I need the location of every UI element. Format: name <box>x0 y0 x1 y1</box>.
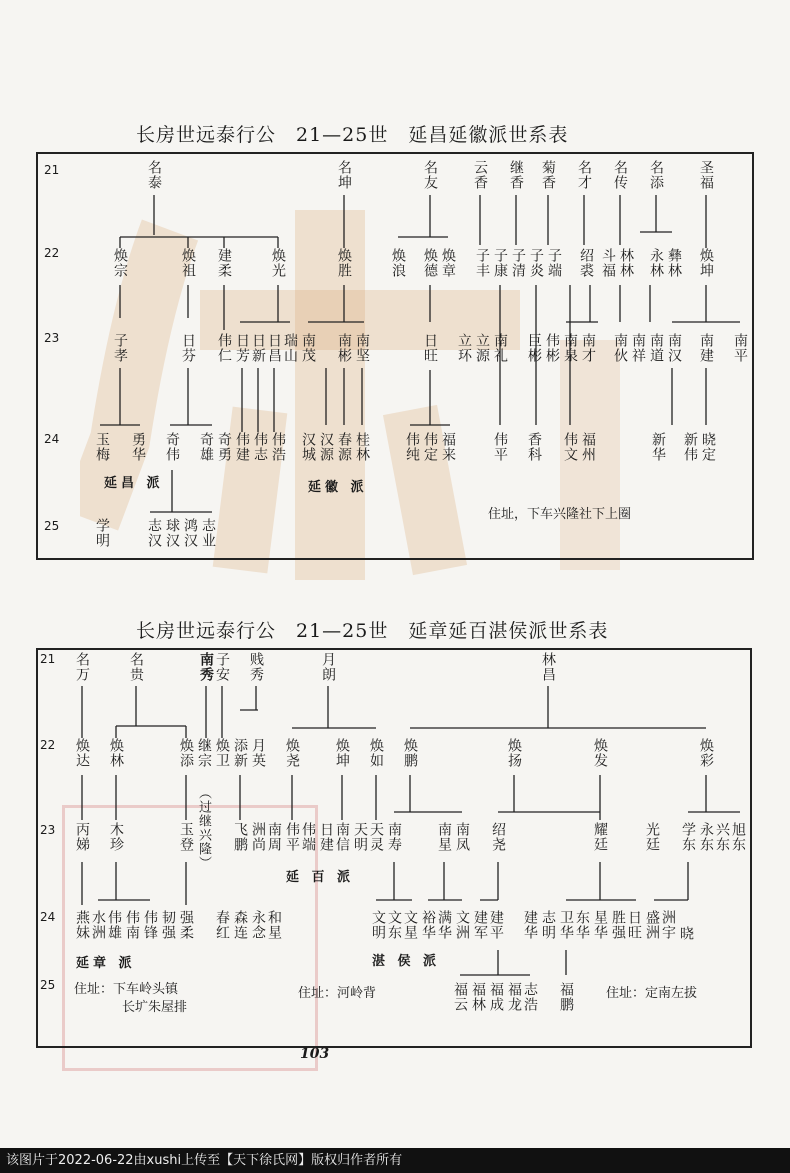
t1-g24-name: 汉城 <box>300 432 316 462</box>
t2-g24-name: 强柔 <box>178 910 194 940</box>
t1-g22-name: 斗福 <box>600 248 616 278</box>
t1-g24-name: 伟平 <box>492 432 508 462</box>
t2-g22-name: 焕如 <box>368 738 384 768</box>
t2-g23-name: 伟平 <box>284 822 300 852</box>
page-number: 103 <box>300 1046 330 1062</box>
table2-gen-21: 21 <box>40 652 56 666</box>
t1-g24-name: 奇伟 <box>164 432 180 462</box>
t2-g21-name: 名贵 <box>128 652 144 682</box>
t2-g21-name: 子安 <box>214 652 230 682</box>
t2-g23-name: 南寿 <box>386 822 402 852</box>
t1-g22-name: 焕光 <box>270 248 286 278</box>
t1-g21-name: 名坤 <box>336 160 352 190</box>
t1-g22-name: 焕胜 <box>336 248 352 278</box>
t1-g24-name: 奇勇 <box>216 432 232 462</box>
t1-g25-name: 志汉 <box>146 518 162 548</box>
t2-g23-name: 学东 <box>680 822 696 852</box>
t2-g22-name: 焕彩 <box>698 738 714 768</box>
t2-g24-name: 建平 <box>488 910 504 940</box>
t1-g24-name: 汉源 <box>318 432 334 462</box>
table2-gen-23: 23 <box>40 823 56 837</box>
t2-g22-name: 月英 <box>250 738 266 768</box>
t2-g22-name: 焕卫 <box>214 738 230 768</box>
t2-g24-name: 春红 <box>214 910 230 940</box>
t1-g22-name: 子炎 <box>528 248 544 278</box>
t2-g24-name: 文星 <box>402 910 418 940</box>
t1-g22-name: 子端 <box>546 248 562 278</box>
t1-g23-name: 南汉 <box>666 333 682 363</box>
t2-g24-name: 韧强 <box>160 910 176 940</box>
table2-gen-25: 25 <box>40 978 56 992</box>
t2-g24-name: 伟雄 <box>106 910 122 940</box>
t2-g25-name: 福云 <box>452 982 468 1012</box>
t2-g22-name: 焕发 <box>592 738 608 768</box>
t2-g21-name: 南秀 <box>198 652 214 682</box>
t2-g24-name: 满华 <box>436 910 452 940</box>
t1-g24-name: 新华 <box>650 432 666 462</box>
t2-address: 住址：下车岭头镇 <box>74 982 179 997</box>
table1-gen-25: 25 <box>44 519 60 533</box>
t2-g24-name: 晓 <box>678 926 694 941</box>
t1-g22-name: 永林 <box>648 248 664 278</box>
t2-g24-name: 建军 <box>472 910 488 940</box>
t2-branch-label: 湛 侯 派 <box>372 954 441 969</box>
t1-g24-name: 伟浩 <box>270 432 286 462</box>
t1-g23-name: 日新 <box>250 333 266 363</box>
t1-g21-name: 名添 <box>648 160 664 190</box>
t1-g24-name: 福来 <box>440 432 456 462</box>
t2-g23-name: 洲尚 <box>250 822 266 852</box>
t2-g25-name: 福龙 <box>506 982 522 1012</box>
t1-g23-name: 立源 <box>474 333 490 363</box>
t1-g25-name: 学明 <box>94 518 110 548</box>
t2-address: 住址：河岭背 <box>298 986 377 1001</box>
t1-g25-name: 球汉 <box>164 518 180 548</box>
t2-g24-name: 胜强 <box>610 910 626 940</box>
t2-g23-name: 天灵 <box>368 822 384 852</box>
t2-g25-name: 福鹏 <box>558 982 574 1012</box>
t2-g22-name: 焕尧 <box>284 738 300 768</box>
t2-g23-name: 南凤 <box>454 822 470 852</box>
t2-g24-name: 文洲 <box>454 910 470 940</box>
t1-g21-name: 名泰 <box>146 160 162 190</box>
t1-g22-name: 子康 <box>492 248 508 278</box>
t1-g22-name: 子清 <box>510 248 526 278</box>
t2-g23-name: 伟端 <box>300 822 316 852</box>
t2-g24-name: 日旺 <box>626 910 642 940</box>
t2-g22-name: 焕林 <box>108 738 124 768</box>
t2-g25-name: 志浩 <box>522 982 538 1012</box>
t1-g24-name: 玉梅 <box>94 432 110 462</box>
t1-g24-name: 奇雄 <box>198 432 214 462</box>
t2-g24-name: 东华 <box>574 910 590 940</box>
t1-g24-name: 伟志 <box>252 432 268 462</box>
t2-g24-name: 伟锋 <box>142 910 158 940</box>
t2-g23-name: 永东 <box>698 822 714 852</box>
t1-branch-label: 延昌 派 <box>104 476 164 491</box>
t1-g22-name: 焕浪 <box>390 248 406 278</box>
t1-g23-name: 立环 <box>456 333 472 363</box>
t2-address: 住址：定南左拔 <box>606 986 698 1001</box>
table2-title: 长房世远泰行公 21—25世 延章延百湛侯派世系表 <box>136 620 609 642</box>
t2-g24-name: 森连 <box>232 910 248 940</box>
t1-g21-name: 云香 <box>472 160 488 190</box>
t2-g21-name: 月朗 <box>320 652 336 682</box>
t1-g23-name: 南礼 <box>492 333 508 363</box>
t1-g22-name: 彝林 <box>666 248 682 278</box>
t2-g24-name: 伟南 <box>124 910 140 940</box>
t1-g23-name: 南伙 <box>612 333 628 363</box>
t1-g23-name: 伟仁 <box>216 333 232 363</box>
t2-g24-name: 永念 <box>250 910 266 940</box>
t2-g23-name: 绍尧 <box>490 822 506 852</box>
t1-g23-name: 日芳 <box>234 333 250 363</box>
table1-gen-21: 21 <box>44 163 60 177</box>
t1-g25-name: 鸿汉 <box>182 518 198 548</box>
t2-g23-name: 天明 <box>352 822 368 852</box>
t2-g24-name: 水洲 <box>90 910 106 940</box>
t2-g23-name: 飞鹏 <box>232 822 248 852</box>
t2-g21-name: 贱秀 <box>248 652 264 682</box>
t1-g23-name: 南彬 <box>336 333 352 363</box>
t1-g23-name: 伟彬 <box>544 333 560 363</box>
t1-g21-name: 名传 <box>612 160 628 190</box>
t2-g23-name: 木珍 <box>108 822 124 852</box>
t1-g21-name: 菊香 <box>540 160 556 190</box>
t2-g23-name: 玉登 <box>178 822 194 852</box>
t1-g24-name: 勇华 <box>130 432 146 462</box>
t2-g21-name: 名万 <box>74 652 90 682</box>
t2-g23-name: 日建 <box>318 822 334 852</box>
t1-g24-name: 伟文 <box>562 432 578 462</box>
t2-branch-label: 延章 派 <box>76 956 136 971</box>
t2-g24-name: 建华 <box>522 910 538 940</box>
t1-g24-name: 香科 <box>526 432 542 462</box>
t1-g24-name: 伟建 <box>234 432 250 462</box>
t2-g23-name: 兴东 <box>714 822 730 852</box>
t1-g21-name: 名友 <box>422 160 438 190</box>
table1-gen-23: 23 <box>44 331 60 345</box>
t2-g25-name: 福成 <box>488 982 504 1012</box>
t1-g21-name: 名才 <box>576 160 592 190</box>
t1-g22-name: 焕章 <box>440 248 456 278</box>
t1-g24-name: 晓定 <box>700 432 716 462</box>
t2-g24-name: 星华 <box>592 910 608 940</box>
t2-g21-name: 林昌 <box>540 652 556 682</box>
t2-g22-name: 添新 <box>232 738 248 768</box>
t2-g23-name: 光廷 <box>644 822 660 852</box>
t2-g24-name: 和星 <box>266 910 282 940</box>
t2-g23-name: 南信 <box>334 822 350 852</box>
t2-g22-note: （过继兴隆） <box>196 786 211 870</box>
t2-g22-name: 焕达 <box>74 738 90 768</box>
t1-g23-name: 南建 <box>698 333 714 363</box>
t1-g23-name: 南平 <box>732 333 748 363</box>
t2-g22-name: 焕鹏 <box>402 738 418 768</box>
t2-g24-name: 志明 <box>540 910 556 940</box>
t2-g22-name: 焕扬 <box>506 738 522 768</box>
t2-g25-name: 福林 <box>470 982 486 1012</box>
table2-gen-22: 22 <box>40 738 56 752</box>
t1-g24-name: 新伟 <box>682 432 698 462</box>
t1-g22-name: 绍裘 <box>578 248 594 278</box>
t1-g22-name: 建柔 <box>216 248 232 278</box>
t1-g22-name: 子丰 <box>474 248 490 278</box>
t1-g23-name: 南道 <box>648 333 664 363</box>
table2-gen-24: 24 <box>40 910 56 924</box>
t2-address: 长圹朱屋排 <box>122 1000 188 1015</box>
t1-g22-name: 焕宗 <box>112 248 128 278</box>
t2-g24-name: 裕华 <box>420 910 436 940</box>
t1-g23-name: 日旺 <box>422 333 438 363</box>
t2-g22-name: 焕添 <box>178 738 194 768</box>
t2-g23-name: 耀廷 <box>592 822 608 852</box>
t1-g23-name: 日昌 <box>266 333 282 363</box>
t1-g21-name: 继香 <box>508 160 524 190</box>
t2-g24-name: 燕妹 <box>74 910 90 940</box>
t2-g23-name: 南周 <box>266 822 282 852</box>
t1-g25-name: 志业 <box>200 518 216 548</box>
table1-gen-22: 22 <box>44 246 60 260</box>
t2-g24-name: 卫华 <box>558 910 574 940</box>
t1-g23-name: 巨彬 <box>526 333 542 363</box>
t2-g23-name: 南星 <box>436 822 452 852</box>
t1-g21-name: 圣福 <box>698 160 714 190</box>
t1-g22-name: 焕坤 <box>698 248 714 278</box>
t1-g24-name: 伟定 <box>422 432 438 462</box>
t1-g23-name: 南茂 <box>300 333 316 363</box>
t1-address: 住址，下车兴隆社下上圈 <box>488 507 632 522</box>
t1-g22-name: 焕德 <box>422 248 438 278</box>
t2-branch-label: 延 百 派 <box>286 870 355 885</box>
t2-g24-name: 文东 <box>386 910 402 940</box>
t2-g24-name: 盛洲 <box>644 910 660 940</box>
t1-g22-name: 林林 <box>618 248 634 278</box>
t1-branch-label: 延徽 派 <box>308 480 368 495</box>
t1-g23-name: 瑞山 <box>282 333 298 363</box>
t2-g22-name: 继宗 <box>196 738 212 768</box>
t1-g24-name: 桂林 <box>354 432 370 462</box>
t1-g22-name: 焕祖 <box>180 248 196 278</box>
t2-g24-name: 洲宇 <box>660 910 676 940</box>
table1-title: 长房世远泰行公 21—25世 延昌延徽派世系表 <box>136 124 569 146</box>
t1-g23-name: 子孝 <box>112 333 128 363</box>
t2-g24-name: 文明 <box>370 910 386 940</box>
t1-g24-name: 春源 <box>336 432 352 462</box>
table1-gen-24: 24 <box>44 432 60 446</box>
upload-footer: 该图片于2022-06-22由xushi上传至【天下徐氏网】版权归作者所有 <box>0 1148 790 1173</box>
t1-g23-name: 日芬 <box>180 333 196 363</box>
t1-g23-name: 南坚 <box>354 333 370 363</box>
t1-g23-name: 南才 <box>580 333 596 363</box>
t1-g23-name: 南祥 <box>630 333 646 363</box>
t1-g24-name: 伟纯 <box>404 432 420 462</box>
t2-g22-name: 焕坤 <box>334 738 350 768</box>
t1-g23-name: 南泉 <box>562 333 578 363</box>
t2-g23-name: 旭东 <box>730 822 746 852</box>
t1-g24-name: 福州 <box>580 432 596 462</box>
t2-g23-name: 丙娣 <box>74 822 90 852</box>
